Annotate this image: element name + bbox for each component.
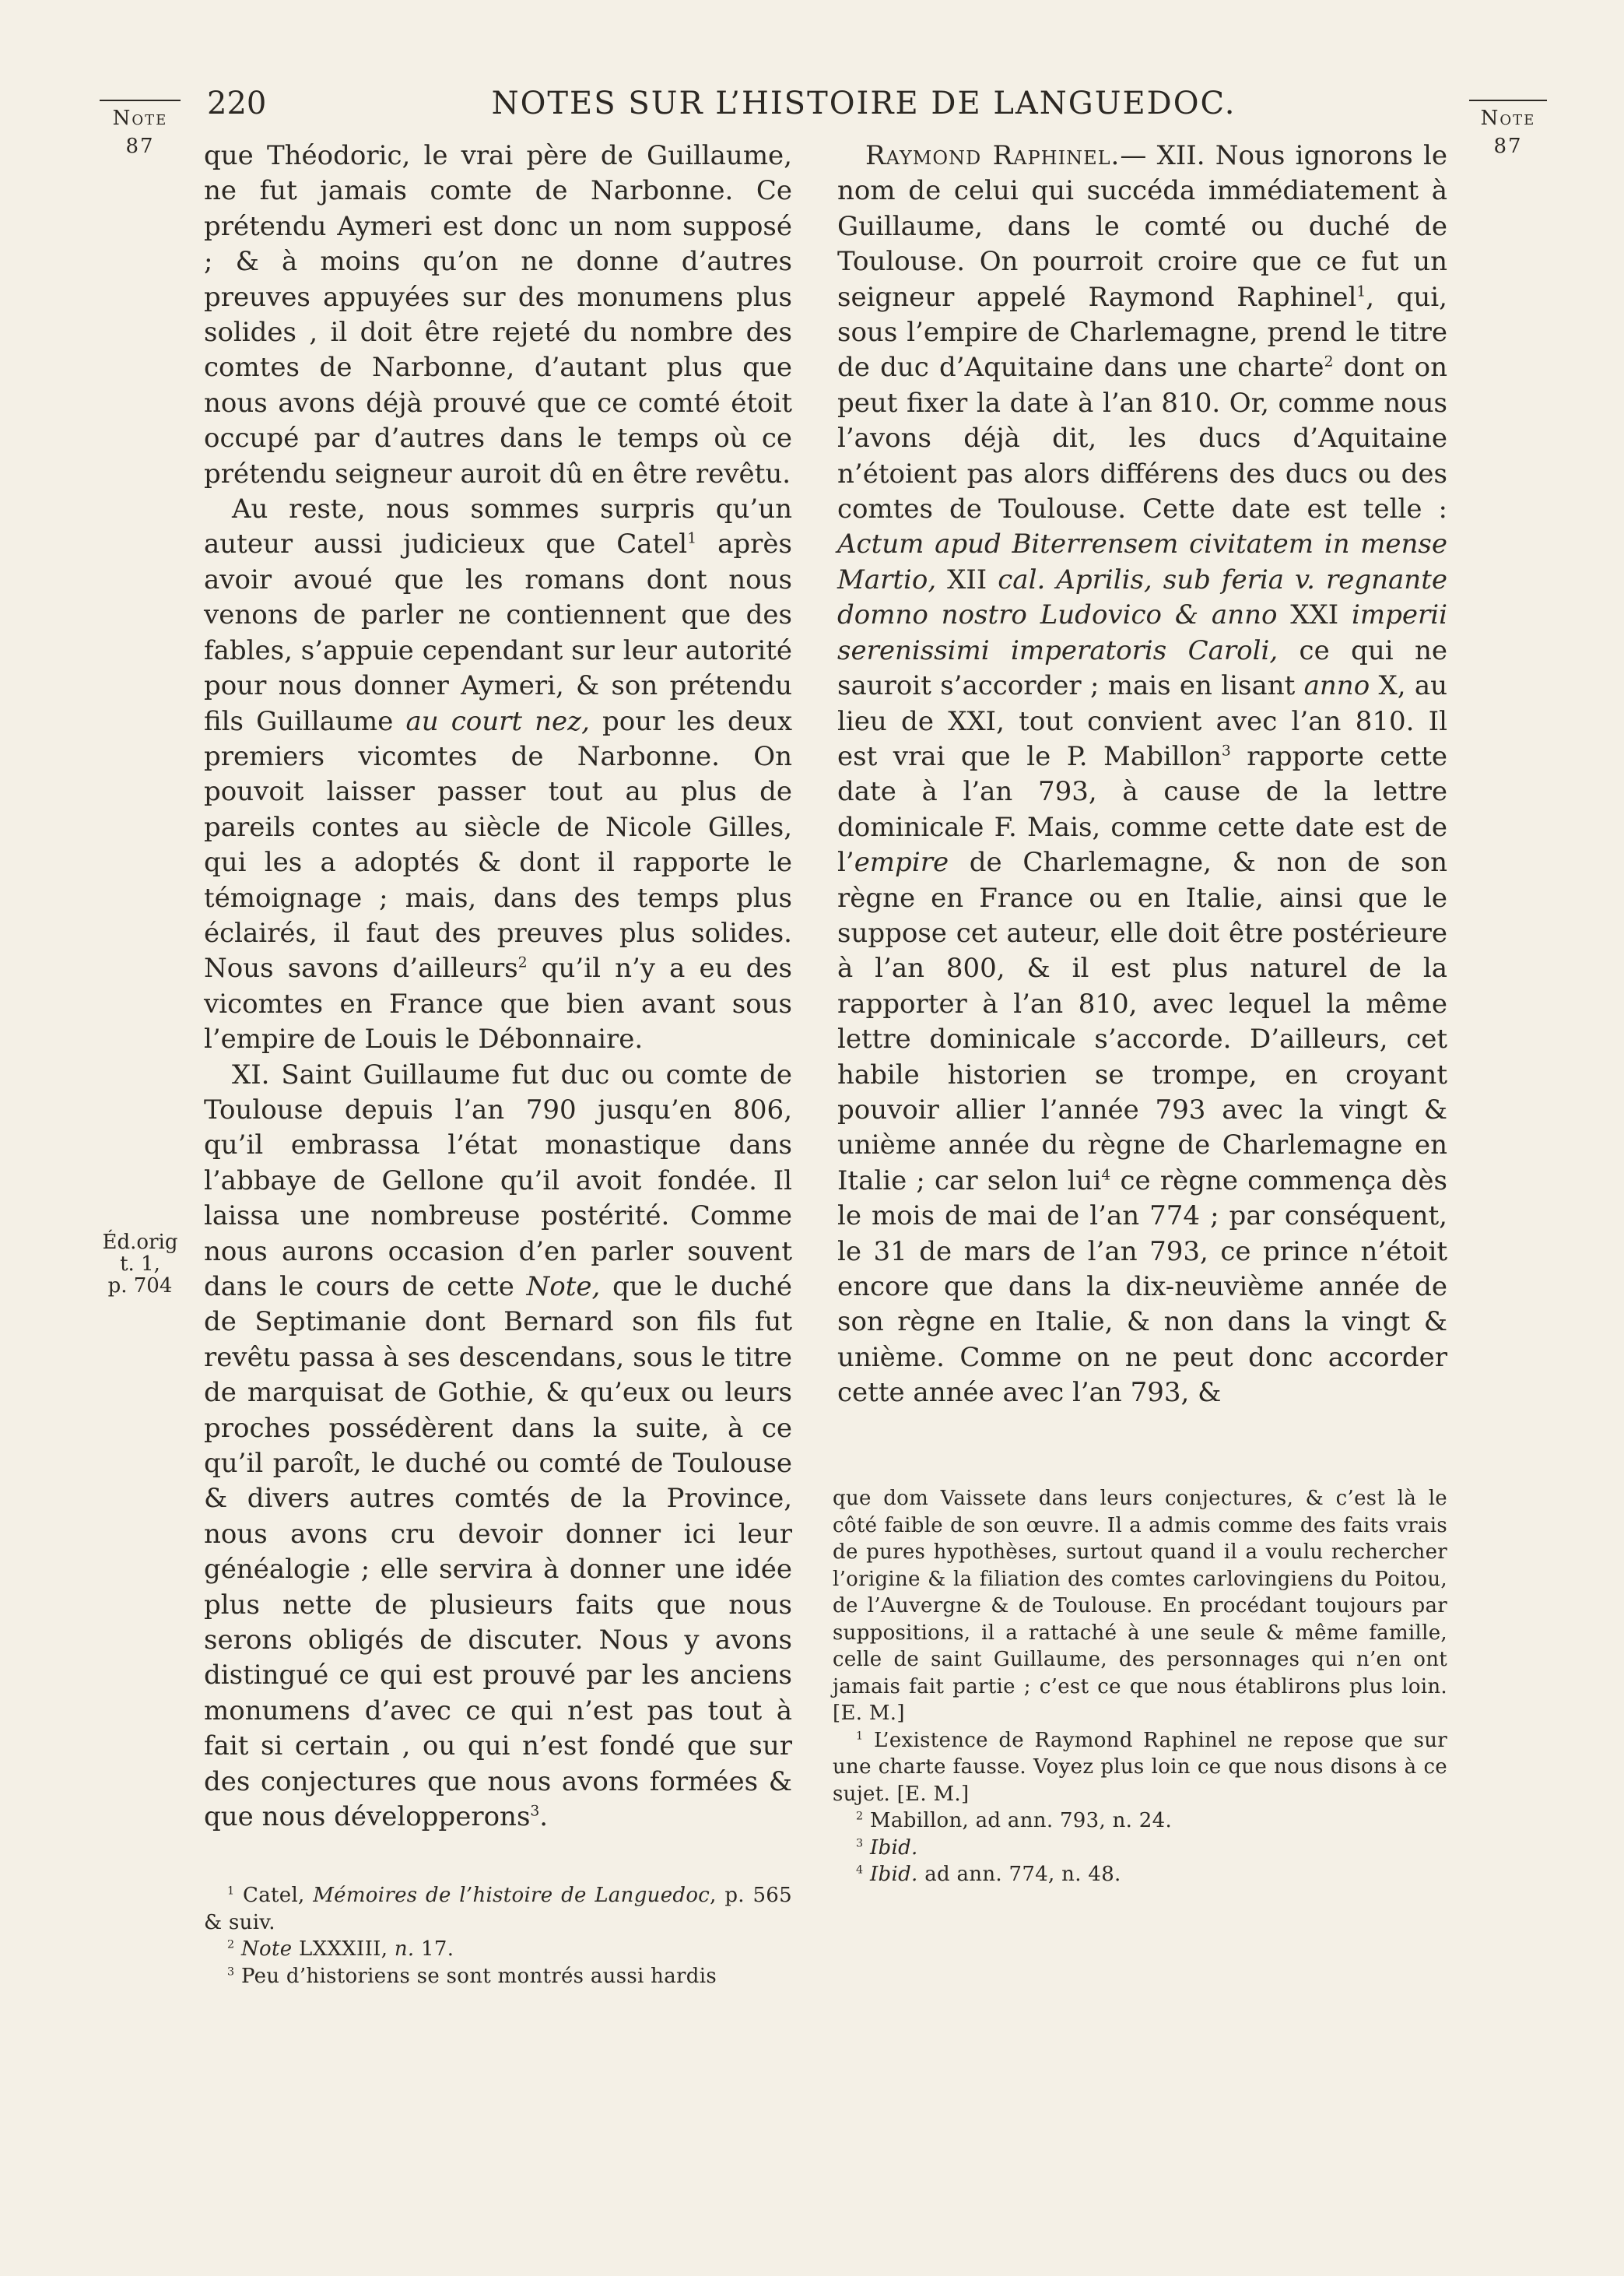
right-column	[837, 139, 1447, 1411]
footnote-ref: 1	[1356, 283, 1366, 300]
text-run: LXXXIII,	[292, 1937, 395, 1961]
text-run: 17.	[414, 1937, 454, 1961]
edition-reference-line: Éd.orig	[102, 1231, 178, 1254]
footnote	[833, 1861, 1447, 1888]
footnote-mark: 2	[856, 1810, 864, 1823]
italic-run: Mémoires de l’histoire de Languedoc	[313, 1884, 710, 1907]
footnote	[204, 1882, 792, 1936]
text-run: de Charlemagne, & non de son règne en France ou en Italie, ainsi que le suppose cet auteur, elle doit être postérieure à l’an 800, & il est plus naturel de la rapporter à l’an 810, avec lequel la même lettre dominicale s’accorde. D’ailleurs, cet habile historien se trompe, en croyant pouvoir allier l’année 793 avec la vingt & unième année du règne de Charlemagne en Italie ; car selon lui	[837, 847, 1447, 1196]
text-run: Catel,	[243, 1884, 314, 1907]
text-run: ce qui ne sauroit s’accorder ; mais en lisant	[837, 634, 1448, 702]
text-run: après avoir avoué que les romans dont nous venons de parler ne contiennent que des fables, s’appuie cependant sur leur autorité pour nous donner Aymeri, & son prétendu fils Guillaume	[204, 529, 792, 737]
edition-reference	[93, 1231, 187, 1297]
text-run: X, au lieu de XXI, tout convient avec l’an 810. Il est vrai que le P. Mabillon	[837, 670, 1447, 772]
margin-note-left	[100, 100, 181, 160]
footnote	[833, 1835, 1447, 1862]
text-run: — XII. Nous ignorons le nom de celui qui succéda immédiatement à Guillaume, dans le comté ou duché de Toulouse. On pourroit croire que ce fut un seigneur appelé Raymond Raphinel	[837, 140, 1447, 313]
text-run: XXI	[1277, 599, 1352, 631]
text-run: que le duché de Septimanie dont Bernard son fils fut revêtu passa à ses descendans, sous le titre de marquisat de Gothie, & qu’eux ou leurs proches possédèrent dans la suite, à ce qu’il paroît, le duché ou comté de Toulouse & divers autres comtés de la Province, nous avons cru devoir donner ici leur généalogie ; elle servira à donner une idée plus nette de plusieurs faits que nous serons obligés de discuter. Nous y avons distingué ce qui est prouvé par les anciens monumens d’avec ce qui n’est pas tout à fait si certain , ou qui n’est fondé que sur des conjectures que nous avons formées & que nous développerons	[204, 1271, 792, 1833]
margin-note-label-right: Note	[1480, 107, 1536, 130]
left-footnotes	[204, 1882, 792, 1990]
footnote-mark: 4	[856, 1863, 864, 1877]
section-lead-name: Raymond Raphinel.	[865, 140, 1121, 171]
text-run: , p. 565 & suiv.	[204, 1884, 792, 1934]
footnote-ref: 2	[1324, 354, 1334, 371]
italic-run: au court nez,	[405, 705, 590, 737]
footnote	[833, 1727, 1447, 1808]
text-run: ad ann. 774, n. 48.	[917, 1863, 1121, 1886]
footnote-ref: 4	[1101, 1167, 1111, 1184]
margin-note-number-right: 87	[1493, 135, 1523, 158]
footnote	[204, 1936, 792, 1963]
margin-note-number-left: 87	[125, 135, 155, 158]
margin-note-label-left: Note	[112, 107, 168, 130]
text-run: dont on peut fixer la date à l’an 810. Or, comme nous l’avons déjà dit, les ducs d’Aquitaine n’étoient pas alors différens des ducs ou des comtes de Toulouse. Cette date est telle :	[837, 352, 1447, 525]
italic-run: Ibid.	[869, 1835, 918, 1860]
right-footnotes	[833, 1485, 1447, 1888]
paragraph	[837, 139, 1447, 1411]
page-number: 220	[207, 86, 267, 121]
text-run: Au reste, nous sommes surpris qu’un auteur aussi judicieux que Catel	[204, 493, 792, 560]
text-run: Peu d’historiens se sont montrés aussi hardis	[240, 1964, 717, 1988]
text-run: XI. Saint Guillaume fut duc ou comte de Toulouse depuis l’an 790 jusqu’en 806, qu’il embrassa l’état monastique dans l’abbaye de Gellone qu’il avoit fondée. Il laissa une nombreuse postérité. Comme nous aurons occasion d’en parler souvent dans le cours de cette	[204, 1059, 792, 1302]
italic-run: Ibid.	[869, 1863, 918, 1886]
footnote-mark: 3	[856, 1836, 864, 1849]
text-run: ce règne commença dès le mois de mai de l’an 774 ; par conséquent, le 31 de mars de l’an 793, ce prince n’étoit encore que dans la dix-neuvième année de son règne en Italie, & non dans la vingt & unième. Comme on ne peut donc accorder cette année avec l’an 793, &	[837, 1164, 1447, 1409]
footnote-ref: 1	[687, 531, 697, 548]
footnote-mark: 1	[227, 1884, 235, 1898]
edition-reference-line: t. 1,	[120, 1252, 160, 1276]
paragraph	[204, 1058, 792, 1835]
running-title: NOTES SUR L’HISTOIRE DE LANGUEDOC.	[491, 86, 1236, 121]
italic-run: imperii serenissimi imperatoris Caroli,	[837, 599, 1447, 666]
text-run: rapporte cette date à l’an 793, à cause de la lettre dominicale F. Mais, comme cette date est de l’	[837, 740, 1447, 879]
edition-reference-line: p. 704	[107, 1274, 173, 1298]
footnote-mark: 3	[227, 1965, 235, 1978]
footnote-continuation: que dom Vaissete dans leurs conjectures, & c’est là le côté faible de son œuvre. Il a admis comme des faits vrais de pures hypothèses, surtout quand il a voulu rechercher l’origine & la filiation des comtes carlovingiens du Poitou, de l’Auvergne & de Toulouse. En procédant toujours par suppositions, il a rattaché à une seule & même famille, celle de saint Guillaume, des personnages qui n’en ont jamais fait partie ; c’est ce que nous établirons plus loin. [E. M.]	[833, 1487, 1447, 1725]
text-run: Mabillon, ad ann. 793, n. 24.	[869, 1809, 1173, 1832]
footnote-mark: 2	[227, 1938, 235, 1951]
italic-run: cal. Aprilis, sub feria v. regnante domno nostro Ludovico & anno	[837, 564, 1447, 631]
text-run: , qui, sous l’empire de Charlemagne, prend le titre de duc d’Aquitaine dans une charte	[837, 281, 1447, 384]
text-run: .	[539, 1801, 549, 1833]
footnote-ref: 2	[517, 955, 528, 972]
text-run: pour les deux premiers vicomtes de Narbonne. On pouvoit laisser passer tout au plus de pareils contes au siècle de Nicole Gilles, qui les a adoptés & dont il rapporte le témoignage ; mais, dans des temps plus éclairés, il faut des preuves plus solides. Nous savons d’ailleurs	[204, 705, 792, 985]
paragraph	[204, 492, 792, 1058]
italic-run: Actum apud Biterrensem civitatem in mense Martio,	[837, 529, 1447, 595]
footnote-mark: 1	[856, 1729, 864, 1742]
text-run: L’existence de Raymond Raphinel ne repose que sur une charte fausse. Voyez plus loin ce que nous disons à ce sujet. [E. M.]	[833, 1728, 1447, 1806]
paragraph: que Théodoric, le vrai père de Guillaume, ne fut jamais comte de Narbonne. Ce prétendu Aymeri est donc un nom supposé ; & à moins qu’on ne donne d’autres preuves appuyées sur des monumens plus solides , il doit être rejeté du nombre des comtes de Narbonne, d’autant plus que nous avons déjà prouvé que ce comté étoit occupé par d’autres dans le temps où ce prétendu seigneur auroit dû en être revêtu.	[204, 140, 792, 490]
footnote-ref: 3	[530, 1803, 540, 1820]
text-run: qu’il n’y a eu des vicomtes en France que bien avant sous l’empire de Louis le Débonnaire.	[204, 953, 793, 1055]
italic-run: empire	[854, 847, 949, 879]
footnote	[833, 1807, 1447, 1835]
footnote-ref: 3	[1221, 743, 1231, 760]
italic-run: anno	[1303, 670, 1370, 702]
italic-run: Note,	[526, 1271, 601, 1302]
left-column	[204, 139, 792, 1835]
italic-run: Note	[240, 1937, 293, 1961]
italic-run: n.	[394, 1937, 415, 1961]
margin-note-right	[1469, 100, 1547, 160]
text-run: XII	[936, 564, 998, 595]
footnote	[204, 1963, 792, 1990]
